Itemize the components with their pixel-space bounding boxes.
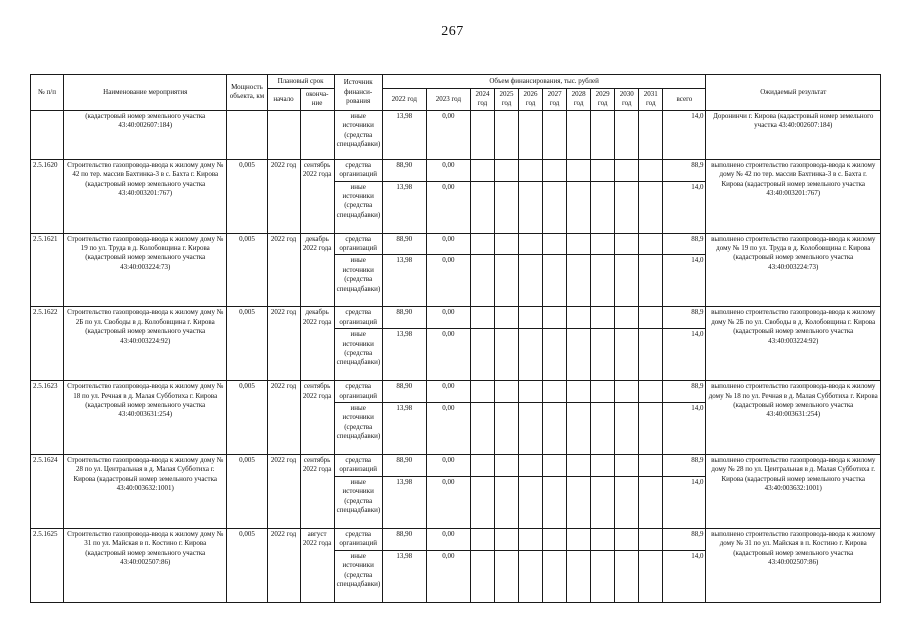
- cell-empty: [615, 307, 639, 329]
- header-year: 2029 год: [591, 89, 615, 111]
- cell-2023: 0,00: [426, 159, 470, 181]
- table-row: [31, 381, 881, 403]
- cell-source: иные источники (средства спецнадбавки): [334, 550, 382, 602]
- header-year: 2028 год: [567, 89, 591, 111]
- cell-empty: [494, 181, 518, 233]
- cell-end: сентябрь 2022 года: [300, 455, 334, 529]
- cell-name: Строительство газопровода-ввода к жилому дому № 42 по тер. массив Бахтинка-3 в с. Бахта г. Кирова (кадастровый номер земельного участка 43:40:003201:767): [64, 159, 227, 233]
- cell-empty: [615, 255, 639, 307]
- cell-empty: [567, 181, 591, 233]
- cell-empty: [615, 476, 639, 528]
- cell-empty: [639, 528, 663, 550]
- cell-empty: [567, 233, 591, 255]
- cell-empty: [591, 255, 615, 307]
- cell-result: выполнено строительство газопровода-ввода к жилому дому № 42 по тер. массив Бахтинка-3 в с. Бахта г. Кирова (кадастровый номер земельного участка 43:40:003201:767): [706, 159, 881, 233]
- cell-2023: 0,00: [426, 233, 470, 255]
- cell-empty: [519, 550, 543, 602]
- cell-name: Строительство газопровода-ввода к жилому дому № 31 по ул. Майская в п. Костино г. Кирова (кадастровый номер земельного участка 43:40:002507:86): [64, 528, 227, 602]
- cell-total: 88,9: [663, 528, 706, 550]
- cell-start: 2022 год: [267, 381, 300, 455]
- header-end: оконча-ние: [300, 89, 334, 111]
- cell-2023: 0,00: [426, 550, 470, 602]
- cell-empty: [470, 550, 494, 602]
- cell-2023: 0,00: [426, 403, 470, 455]
- cell-source: средства организаций: [334, 307, 382, 329]
- cell-2023: 0,00: [426, 476, 470, 528]
- cell-result: выполнено строительство газопровода-ввода к жилому дому № 2Б по ул. Свободы в д. Колобовщина г. Кирова (кадастровый номер земельного участка 43:40:003224:92): [706, 307, 881, 381]
- cell-end: сентябрь 2022 года: [300, 381, 334, 455]
- cell-2022: 88,90: [382, 307, 426, 329]
- cell-empty: [639, 307, 663, 329]
- cell-source: иные источники (средства спецнадбавки): [334, 255, 382, 307]
- cell-capacity: 0,005: [227, 307, 267, 381]
- cell-empty: [494, 528, 518, 550]
- cell-2023: 0,00: [426, 307, 470, 329]
- cell-empty: [639, 403, 663, 455]
- cell-total: 88,9: [663, 159, 706, 181]
- cell-end: сентябрь 2022 года: [300, 159, 334, 233]
- cell-empty: [470, 455, 494, 477]
- cell-source: средства организаций: [334, 159, 382, 181]
- cell-2022: 13,98: [382, 255, 426, 307]
- cell-empty: [494, 381, 518, 403]
- cell-empty: [543, 110, 567, 159]
- cell-empty: [470, 110, 494, 159]
- cell-2022: 88,90: [382, 233, 426, 255]
- cell-empty: [470, 181, 494, 233]
- cell-empty: [543, 381, 567, 403]
- header-year: 2026 год: [519, 89, 543, 111]
- cell-empty: [567, 381, 591, 403]
- cell-end: декабрь 2022 года: [300, 307, 334, 381]
- cell-2022: 13,98: [382, 110, 426, 159]
- cell-2022: 88,90: [382, 381, 426, 403]
- cell-empty: [494, 110, 518, 159]
- cell-name: Строительство газопровода-ввода к жилому дому № 28 по ул. Центральная в д. Малая Субботиха г. Кирова (кадастровый номер земельного участка 43:40:003632:1001): [64, 455, 227, 529]
- cell-capacity: 0,005: [227, 233, 267, 307]
- cell-empty: [519, 528, 543, 550]
- cell-2022: 13,98: [382, 329, 426, 381]
- cell-empty: [543, 233, 567, 255]
- cell-empty: [615, 181, 639, 233]
- cell-source: средства организаций: [334, 455, 382, 477]
- cell-source: иные источники (средства спецнадбавки): [334, 181, 382, 233]
- cell-total: 14,0: [663, 476, 706, 528]
- cell-empty: [639, 181, 663, 233]
- header-total: всего: [663, 89, 706, 111]
- cell-empty: [567, 329, 591, 381]
- cell-2022: 13,98: [382, 403, 426, 455]
- cell-empty: [470, 476, 494, 528]
- cell-total: 14,0: [663, 550, 706, 602]
- cell-2022: 13,98: [382, 181, 426, 233]
- cell-empty: [615, 233, 639, 255]
- cell-empty: [494, 159, 518, 181]
- cell-total: 14,0: [663, 181, 706, 233]
- cell-start: [267, 110, 300, 159]
- cell-empty: [543, 550, 567, 602]
- header-year: 2027 год: [543, 89, 567, 111]
- cell-empty: [591, 233, 615, 255]
- cell-2023: 0,00: [426, 329, 470, 381]
- header-year: 2030 год: [615, 89, 639, 111]
- cell-empty: [519, 476, 543, 528]
- cell-empty: [494, 255, 518, 307]
- cell-empty: [543, 476, 567, 528]
- cell-empty: [519, 159, 543, 181]
- cell-2023: 0,00: [426, 181, 470, 233]
- table-row: [31, 159, 881, 181]
- cell-total: 88,9: [663, 307, 706, 329]
- cell-empty: [494, 403, 518, 455]
- cell-empty: [615, 381, 639, 403]
- cell-empty: [615, 329, 639, 381]
- cell-empty: [615, 528, 639, 550]
- cell-2022: 13,98: [382, 550, 426, 602]
- cell-empty: [519, 329, 543, 381]
- cell-result: выполнено строительство газопровода-ввода к жилому дому № 18 по ул. Речная в д. Малая Субботиха г. Кирова (кадастровый номер земельного участка 43:40:003631:254): [706, 381, 881, 455]
- cell-empty: [615, 159, 639, 181]
- cell-empty: [543, 528, 567, 550]
- header-source: Источник финанси-рования: [334, 75, 382, 111]
- cell-empty: [470, 307, 494, 329]
- cell-total: 14,0: [663, 403, 706, 455]
- cell-num: 2.5.1621: [31, 233, 64, 307]
- cell-empty: [591, 550, 615, 602]
- cell-capacity: [227, 110, 267, 159]
- cell-2023: 0,00: [426, 255, 470, 307]
- cell-total: 88,9: [663, 455, 706, 477]
- cell-empty: [567, 455, 591, 477]
- cell-2023: 0,00: [426, 528, 470, 550]
- cell-empty: [494, 233, 518, 255]
- cell-empty: [567, 528, 591, 550]
- cell-empty: [543, 181, 567, 233]
- cell-result: Доронинчи г. Кирова (кадастровый номер земельного участка 43:40:002607:184): [706, 110, 881, 159]
- header-start: начало: [267, 89, 300, 111]
- cell-name: Строительство газопровода-ввода к жилому дому № 2Б по ул. Свободы в д. Колобовщина г. Кирова (кадастровый номер земельного участка 43:40:003224:92): [64, 307, 227, 381]
- cell-start: 2022 год: [267, 307, 300, 381]
- header-year: 2031 год: [639, 89, 663, 111]
- cell-empty: [591, 528, 615, 550]
- cell-empty: [567, 476, 591, 528]
- cell-num: 2.5.1622: [31, 307, 64, 381]
- cell-2023: 0,00: [426, 381, 470, 403]
- header-year: 2023 год: [426, 89, 470, 111]
- cell-empty: [519, 403, 543, 455]
- cell-empty: [470, 528, 494, 550]
- cell-capacity: 0,005: [227, 455, 267, 529]
- cell-empty: [591, 329, 615, 381]
- cell-empty: [567, 403, 591, 455]
- cell-empty: [639, 550, 663, 602]
- cell-empty: [543, 307, 567, 329]
- header-result: Ожидаемый результат: [706, 75, 881, 111]
- cell-empty: [567, 307, 591, 329]
- cell-empty: [567, 159, 591, 181]
- header-row-1: [31, 75, 881, 89]
- header-plan-term: Плановый срок: [267, 75, 334, 89]
- cell-total: 14,0: [663, 329, 706, 381]
- cell-end: август 2022 года: [300, 528, 334, 602]
- cell-total: 14,0: [663, 255, 706, 307]
- cell-empty: [470, 403, 494, 455]
- cell-source: средства организаций: [334, 381, 382, 403]
- cell-empty: [615, 403, 639, 455]
- cell-empty: [543, 255, 567, 307]
- table-row: [31, 307, 881, 329]
- cell-capacity: 0,005: [227, 159, 267, 233]
- cell-empty: [519, 455, 543, 477]
- cell-empty: [519, 110, 543, 159]
- table-row: [31, 528, 881, 550]
- cell-start: 2022 год: [267, 528, 300, 602]
- cell-end: [300, 110, 334, 159]
- header-year: 2025 год: [494, 89, 518, 111]
- table-row: [31, 233, 881, 255]
- cell-empty: [591, 181, 615, 233]
- cell-empty: [543, 159, 567, 181]
- cell-total: 88,9: [663, 233, 706, 255]
- cell-name: Строительство газопровода-ввода к жилому дому № 19 по ул. Труда в д. Колобовщина г. Кирова (кадастровый номер земельного участка 43:40:003224:73): [64, 233, 227, 307]
- cell-empty: [494, 476, 518, 528]
- cell-start: 2022 год: [267, 233, 300, 307]
- cell-empty: [591, 403, 615, 455]
- cell-result: выполнено строительство газопровода-ввода к жилому дому № 19 по ул. Труда в д. Колобовщина г. Кирова (кадастровый номер земельного участка 43:40:003224:73): [706, 233, 881, 307]
- cell-start: 2022 год: [267, 455, 300, 529]
- cell-2022: 88,90: [382, 455, 426, 477]
- cell-empty: [470, 159, 494, 181]
- cell-empty: [567, 255, 591, 307]
- cell-empty: [639, 233, 663, 255]
- cell-source: средства организаций: [334, 528, 382, 550]
- header-volume: Объем финансирования, тыс. рублей: [382, 75, 706, 89]
- header-capacity: Мощность объекта, км: [227, 75, 267, 111]
- cell-empty: [519, 381, 543, 403]
- continuation-row: [31, 110, 881, 159]
- cell-empty: [639, 381, 663, 403]
- cell-source: средства организаций: [334, 233, 382, 255]
- header-name: Наименование мероприятия: [64, 75, 227, 111]
- cell-empty: [543, 455, 567, 477]
- cell-capacity: 0,005: [227, 381, 267, 455]
- cell-empty: [591, 159, 615, 181]
- cell-empty: [494, 329, 518, 381]
- cell-source: иные источники (средства спецнадбавки): [334, 403, 382, 455]
- cell-empty: [639, 255, 663, 307]
- cell-empty: [494, 550, 518, 602]
- cell-source: иные источники (средства спецнадбавки): [334, 329, 382, 381]
- cell-empty: [494, 455, 518, 477]
- cell-empty: [470, 381, 494, 403]
- cell-empty: [470, 233, 494, 255]
- cell-empty: [591, 110, 615, 159]
- cell-empty: [615, 455, 639, 477]
- cell-total: 14,0: [663, 110, 706, 159]
- cell-empty: [591, 307, 615, 329]
- header-year: 2022 год: [382, 89, 426, 111]
- cell-empty: [615, 110, 639, 159]
- financing-table: [30, 74, 881, 603]
- cell-end: декабрь 2022 года: [300, 233, 334, 307]
- cell-num: 2.5.1620: [31, 159, 64, 233]
- cell-empty: [639, 110, 663, 159]
- cell-empty: [543, 403, 567, 455]
- cell-result: выполнено строительство газопровода-ввода к жилому дому № 28 по ул. Центральная в д. Малая Субботиха г. Кирова (кадастровый номер земельного участка 43:40:003632:1001): [706, 455, 881, 529]
- cell-empty: [543, 329, 567, 381]
- cell-num: [31, 110, 64, 159]
- cell-num: 2.5.1624: [31, 455, 64, 529]
- cell-2023: 0,00: [426, 455, 470, 477]
- cell-empty: [591, 381, 615, 403]
- table-row: [31, 455, 881, 477]
- cell-source: иные источники (средства спецнадбавки): [334, 110, 382, 159]
- cell-total: 88,9: [663, 381, 706, 403]
- cell-source: иные источники (средства спецнадбавки): [334, 476, 382, 528]
- cell-2022: 13,98: [382, 476, 426, 528]
- cell-empty: [591, 476, 615, 528]
- cell-empty: [519, 255, 543, 307]
- cell-empty: [615, 550, 639, 602]
- cell-2023: 0,00: [426, 110, 470, 159]
- header-year: 2024 год: [470, 89, 494, 111]
- cell-empty: [639, 455, 663, 477]
- cell-empty: [639, 159, 663, 181]
- cell-empty: [567, 110, 591, 159]
- cell-empty: [639, 476, 663, 528]
- cell-num: 2.5.1623: [31, 381, 64, 455]
- cell-2022: 88,90: [382, 528, 426, 550]
- cell-empty: [494, 307, 518, 329]
- header-num: № п/п: [31, 75, 64, 111]
- cell-2022: 88,90: [382, 159, 426, 181]
- cell-name: Строительство газопровода-ввода к жилому дому № 18 по ул. Речная в д. Малая Субботиха г. Кирова (кадастровый номер земельного участка 43:40:003631:254): [64, 381, 227, 455]
- cell-empty: [470, 329, 494, 381]
- cell-empty: [519, 181, 543, 233]
- page-number: 267: [441, 24, 464, 39]
- cell-empty: [519, 233, 543, 255]
- cell-empty: [470, 255, 494, 307]
- cell-empty: [567, 550, 591, 602]
- cell-empty: [639, 329, 663, 381]
- cell-num: 2.5.1625: [31, 528, 64, 602]
- cell-name: (кадастровый номер земельного участка 43:40:002607:184): [64, 110, 227, 159]
- cell-result: выполнено строительство газопровода-ввода к жилому дому № 31 по ул. Майская в п. Костино г. Кирова (кадастровый номер земельного участка 43:40:002507:86): [706, 528, 881, 602]
- cell-capacity: 0,005: [227, 528, 267, 602]
- cell-empty: [591, 455, 615, 477]
- cell-start: 2022 год: [267, 159, 300, 233]
- cell-empty: [519, 307, 543, 329]
